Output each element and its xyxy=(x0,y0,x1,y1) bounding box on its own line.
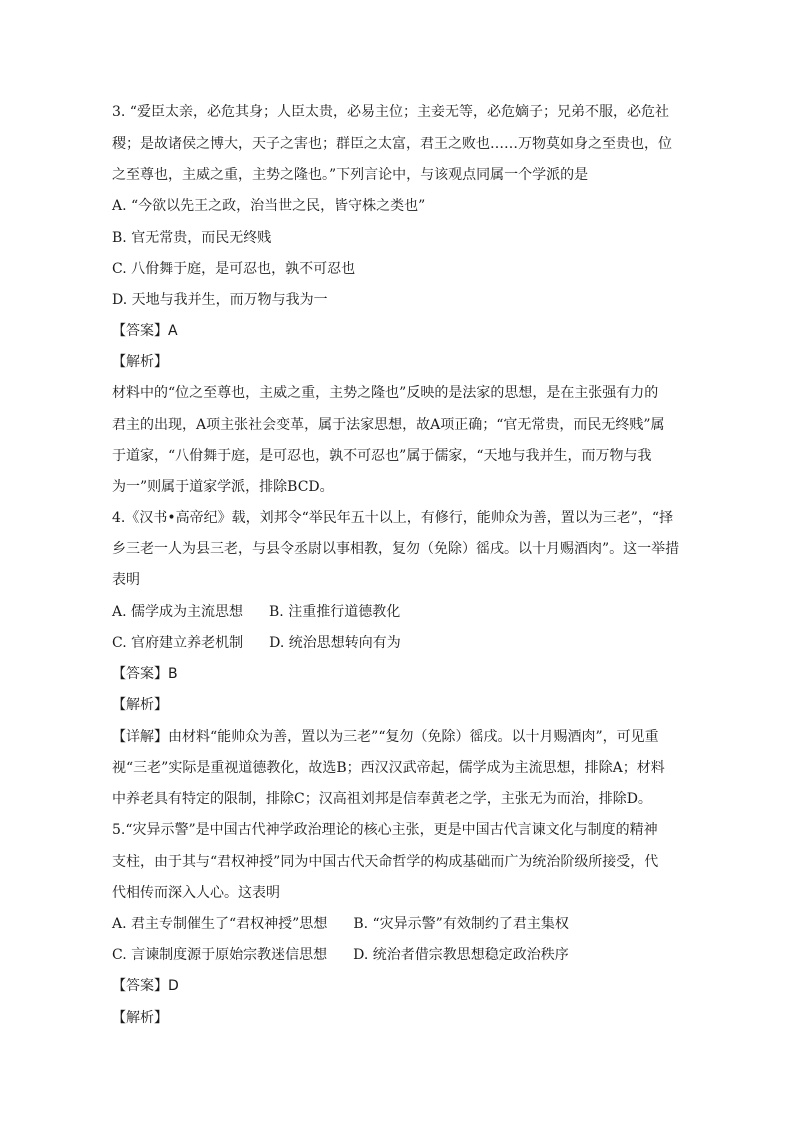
q3-analysis-line-2: 君主的出现，A项主张社会变革，属于法家思想，故A项正确；“官无常贵，而民无终贱”属 xyxy=(112,417,665,433)
q3-stem-line-2: 稷；是故诸侯之博大，天子之害也；群臣之太富，君王之败也……万物莫如身之至贵也，位 xyxy=(112,136,672,152)
q4-stem-line-1: 4.《汉书•高帝纪》载，刘邦令“举民年五十以上，有修行，能帅众为善，置以为三老”，“择 xyxy=(112,510,674,526)
q3-analysis-line-3: 于道家，“八佾舞于庭，是可忍也，孰不可忍也”属于儒家，“天地与我并生，而万物与我 xyxy=(112,448,652,464)
q4-option-d: D. 统治思想转向有为 xyxy=(269,635,401,651)
q5-options-row-1 xyxy=(112,915,569,933)
q3-analysis-line-1: 材料中的“位之至尊也，主威之重，主势之隆也”反映的是法家的思想，是在主张强有力的 xyxy=(112,385,659,401)
q5-options-row-2 xyxy=(112,946,569,964)
q4-option-a: A. 儒学成为主流思想 xyxy=(112,604,244,620)
q4-analysis-line-3: 中养老具有特定的限制，排除C；汉高祖刘邦是信奉黄老之学，主张无为而治，排除D。 xyxy=(112,791,652,807)
q4-analysis-line-1: 【详解】由材料“能帅众为善，置以为三老”“复勿（免除）徭戌。以十月赐酒肉”，可见重 xyxy=(112,729,659,745)
q4-analysis-line-2: 视“三老”实际是重视道德教化，故选B；西汉汉武帝起，儒学成为主流思想，排除A；材料 xyxy=(112,760,665,776)
q3-answer: 【答案】A xyxy=(112,323,178,339)
q5-option-b: B. “灾异示警”有效制约了君主集权 xyxy=(353,916,569,932)
q4-options-row-2 xyxy=(112,634,401,652)
q4-stem-line-2: 乡三老一人为县三老，与县令丞尉以事相教，复勿（免除）徭戌。以十月赐酒肉”。这一举措 xyxy=(112,541,680,557)
q3-analysis-line-4: 为一”则属于道家学派，排除BCD。 xyxy=(112,479,334,495)
q3-analysis-label: 【解析】 xyxy=(112,354,168,370)
q4-analysis-label: 【解析】 xyxy=(112,697,168,713)
q5-analysis-label: 【解析】 xyxy=(112,1010,168,1026)
q3-option-a: A. “今欲以先王之政，治当世之民，皆守株之类也” xyxy=(112,198,426,214)
q5-option-c: C. 言谏制度源于原始宗教迷信思想 xyxy=(112,947,328,963)
q5-option-a: A. 君主专制催生了“君权神授”思想 xyxy=(112,916,328,932)
q5-stem-line-2: 支柱，由于其与“君权神授”同为中国古代天命哲学的构成基础而广为统治阶级所接受，代 xyxy=(112,854,659,870)
q5-option-d: D. 统治者借宗教思想稳定政治秩序 xyxy=(353,947,569,963)
q5-stem-line-1: 5.“灾异示警”是中国古代神学政治理论的核心主张，更是中国古代言谏文化与制度的精神 xyxy=(112,822,658,838)
q4-stem-line-3: 表明 xyxy=(112,572,140,588)
q4-answer: 【答案】B xyxy=(112,666,178,682)
q5-stem-line-3: 代相传而深入人心。这表明 xyxy=(112,885,280,901)
q3-stem-line-1: 3. “爱臣太亲，必危其身；人臣太贵，必易主位；主妾无等，必危嫡子；兄弟不服，必危社 xyxy=(112,104,669,120)
q4-options-row-1 xyxy=(112,603,400,621)
q3-option-d: D. 天地与我并生，而万物与我为一 xyxy=(112,292,328,308)
q3-stem-line-3: 之至尊也，主威之重，主势之隆也。”下列言论中，与该观点同属一个学派的是 xyxy=(112,167,589,183)
q4-option-b: B. 注重推行道德教化 xyxy=(269,604,401,620)
q3-option-b: B. 官无常贵，而民无终贱 xyxy=(112,230,272,246)
q5-answer: 【答案】D xyxy=(112,978,179,994)
q4-option-c: C. 官府建立养老机制 xyxy=(112,635,244,651)
q3-option-c: C. 八佾舞于庭，是可忍也，孰不可忍也 xyxy=(112,261,356,277)
